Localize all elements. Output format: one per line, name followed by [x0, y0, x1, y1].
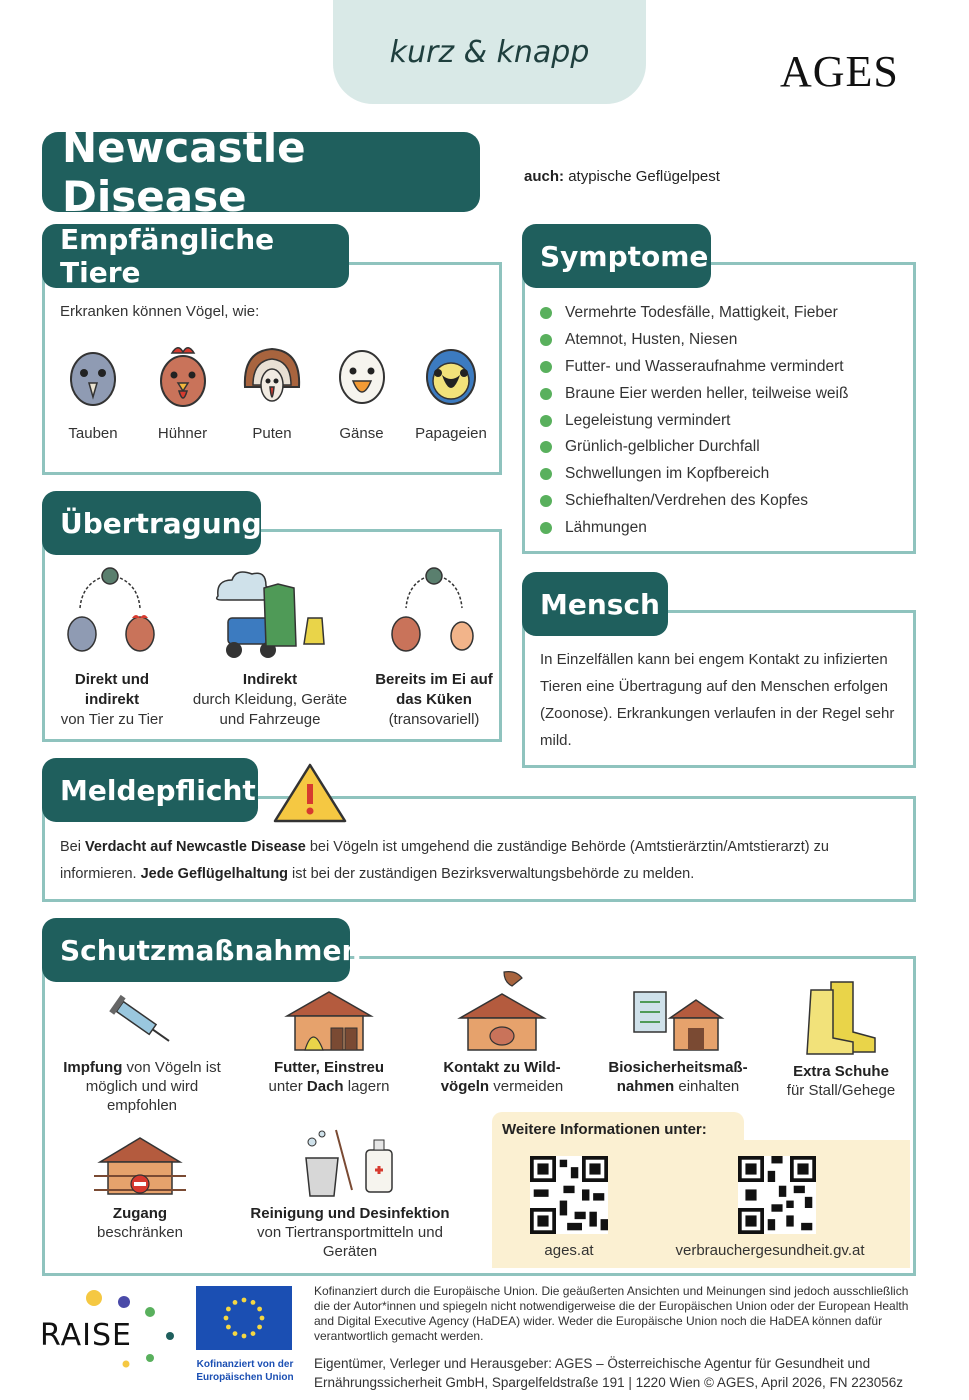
- transmission-heading: Übertragung: [60, 506, 262, 540]
- animal-item-pigeon: [52, 343, 134, 442]
- susceptible-heading-tab: [42, 224, 349, 288]
- protection-heading: Schutzmaßnahmen: [60, 933, 362, 967]
- restricted-barn-icon: [92, 1132, 188, 1198]
- transmission-direct-text: von Tier zu Tier: [60, 711, 164, 728]
- bullet-icon: [540, 388, 552, 400]
- bullet-icon: [540, 361, 552, 373]
- reporting-heading: Meldepflicht: [60, 773, 256, 807]
- reporting-text-bold: Verdacht auf Newcastle Disease: [85, 839, 306, 855]
- syringe-icon: [107, 992, 177, 1052]
- symptoms-list: [540, 300, 848, 541]
- symptom-text: Atemnot, Husten, Niesen: [565, 331, 738, 349]
- goose-icon: [331, 343, 393, 411]
- symptom-text: Vermehrte Todesfälle, Mattigkeit, Fieber: [565, 304, 838, 322]
- measure-feed-storage: [254, 988, 404, 1096]
- susceptible-intro: Erkranken können Vögel, wie:: [60, 303, 260, 320]
- alias-text: [524, 168, 720, 185]
- list-item: [540, 407, 848, 434]
- transmission-direct-title: Direkt und indirekt: [74, 671, 150, 708]
- measure-title: Futter, Einstreu: [273, 1059, 385, 1076]
- transmission-egg-title: Bereits im Ei auf das Küken: [375, 671, 493, 708]
- ages-logo: AGES: [780, 47, 899, 96]
- symptom-text: Schwellungen im Kopfbereich: [565, 465, 770, 483]
- measure-title-secondary: Dach: [306, 1078, 344, 1095]
- animal-item-chicken: [142, 343, 224, 442]
- barn-feed-icon: [283, 988, 375, 1052]
- measure-title: Extra Schuhe: [793, 1063, 889, 1080]
- symptom-text: Lähmungen: [565, 518, 647, 536]
- link-ages[interactable]: ages.at: [544, 1242, 594, 1259]
- chicken-icon: [152, 343, 214, 411]
- list-item: [540, 300, 848, 327]
- animal-item-goose: [321, 343, 403, 442]
- symptoms-heading-tab: [522, 224, 711, 288]
- list-item: [540, 327, 848, 354]
- measure-extra-shoes: [776, 976, 906, 1100]
- publisher-info: Eigentümer, Verleger und Herausgeber: AGES – Österreichische Agentur für Gesundheit und Ernährungssicherheit GmbH, Spargelfeldstraße 191 | 1220 Wien © AGES, April 2026, FN 223056z: [314, 1356, 904, 1390]
- parrot-icon: [420, 343, 482, 411]
- transmission-indirect-text: durch Kleidung, Geräte und Fahrzeuge: [192, 691, 348, 728]
- animal-label: Gänse: [339, 425, 384, 442]
- pigeon-icon: [62, 343, 124, 411]
- bullet-icon: [540, 522, 552, 534]
- transmission-indirect-title: Indirekt: [242, 671, 298, 688]
- symptom-text: Futter- und Wasseraufnahme vermindert: [565, 357, 844, 375]
- checklist-barn-icon: [630, 986, 726, 1052]
- raise-logo: RAISE: [40, 1318, 132, 1353]
- link-verbrauchergesundheit[interactable]: verbrauchergesundheit.gv.at: [675, 1242, 865, 1259]
- measure-cleaning: [234, 1126, 466, 1261]
- animal-label: Puten: [252, 425, 292, 442]
- animal-label: Hühner: [157, 425, 208, 442]
- human-heading: Mensch: [540, 587, 660, 621]
- wild-bird-barn-icon: [456, 968, 548, 1052]
- list-item: [540, 434, 848, 461]
- eu-caption: Kofinanziert von der Europäischen Union: [196, 1359, 294, 1383]
- symptom-text: Braune Eier werden heller, teilweise weiß: [565, 384, 849, 402]
- transmission-direct: [52, 670, 172, 730]
- list-item: [540, 461, 848, 488]
- symptoms-heading: Symptome: [540, 239, 709, 273]
- transmission-heading-tab: [42, 491, 261, 555]
- turkey-icon: [241, 343, 303, 411]
- measure-text: unter: [268, 1078, 307, 1095]
- qr-code-ages-icon[interactable]: [530, 1156, 608, 1234]
- alias-label: auch:: [524, 168, 565, 185]
- reporting-text-part: Bei: [60, 839, 85, 855]
- measure-title: Biosicherheitsmaß-nahmen: [608, 1059, 748, 1095]
- page-title-box: [42, 123, 480, 221]
- protection-heading-tab: [42, 918, 362, 982]
- animal-list: [52, 343, 492, 442]
- symptom-text: Schiefhalten/Verdrehen des Kopfes: [565, 491, 809, 509]
- reporting-heading-tab: [42, 758, 258, 822]
- measure-title: Reinigung und Desinfektion: [250, 1205, 450, 1222]
- eu-flag-icon: [196, 1286, 292, 1350]
- reporting-text: [60, 834, 900, 888]
- transmission-indirect: [182, 670, 358, 730]
- list-item: [540, 354, 848, 381]
- eu-disclaimer: Kofinanziert durch die Europäische Union. Die geäußerten Ansichten und Meinungen sind jedoch ausschließlich die der Autor*innen und spiegeln nicht notwendigerweise die der Europäischen Union oder der European Health and Digital Executive Agency (HaDEA) wider. Weder die Europäische Union noch die HaDEA können dafür verantwortlich gemacht werden.: [314, 1284, 909, 1343]
- warning-icon: [272, 762, 348, 824]
- list-item: [540, 380, 848, 407]
- header-tagline: kurz & knapp: [389, 34, 590, 70]
- animal-label: Papageien: [415, 425, 487, 442]
- measure-wild-birds: [424, 968, 580, 1096]
- bullet-icon: [540, 415, 552, 427]
- more-info-heading: Weitere Informationen unter:: [502, 1120, 707, 1138]
- transmission-egg: [370, 670, 498, 730]
- measure-text: einhalten: [674, 1078, 740, 1095]
- measure-text: beschränken: [97, 1224, 183, 1241]
- direct-transmission-icon: [64, 562, 160, 660]
- measure-title: Kontakt zu Wild-vögeln: [440, 1059, 561, 1095]
- symptom-text: Grünlich-gelblicher Durchfall: [565, 438, 760, 456]
- transmission-egg-text: (transovariell): [388, 711, 480, 728]
- bullet-icon: [540, 441, 552, 453]
- reporting-text-bold: Jede Geflügelhaltung: [140, 866, 289, 882]
- measure-biosecurity: [596, 986, 760, 1096]
- list-item: [540, 514, 848, 541]
- measure-text: lagern: [343, 1078, 390, 1095]
- animal-label: Tauben: [68, 425, 118, 442]
- measure-vaccination: [58, 992, 226, 1115]
- measure-text: für Stall/Gehege: [786, 1082, 896, 1099]
- egg-transmission-icon: [390, 562, 480, 660]
- bullet-icon: [540, 334, 552, 346]
- reporting-text-part: ist bei der zuständigen Bezirksverwaltungsbehörde zu melden.: [288, 866, 695, 882]
- reporting-text-part: bei Vögeln ist umgehend die zuständige Behörde (Amtstierärztin/Amtstierarzt) zu informieren.: [60, 839, 829, 882]
- measure-title: Impfung: [63, 1059, 123, 1076]
- measure-restrict-access: [74, 1132, 206, 1242]
- indirect-transmission-icon: [212, 566, 328, 660]
- animal-item-turkey: [231, 343, 313, 442]
- human-heading-tab: [522, 572, 668, 636]
- bullet-icon: [540, 495, 552, 507]
- header-tagline-banner: [333, 0, 646, 104]
- alias-value: atypische Geflügelpest: [568, 168, 720, 185]
- symptom-text: Legeleistung vermindert: [565, 411, 731, 429]
- measure-text: von Vögeln ist möglich und wird empfohlen: [85, 1059, 221, 1114]
- human-text: In Einzelfällen kann bei engem Kontakt zu infizierten Tieren eine Übertragung auf den Menschen erfolgen (Zoonose). Erkrankungen verlaufen in der Regel sehr mild.: [540, 651, 895, 749]
- cleaning-icon: [300, 1126, 400, 1198]
- page-title: Newcastle Disease: [62, 123, 306, 221]
- susceptible-heading: Empfängliche Tiere: [60, 223, 275, 289]
- boots-icon: [801, 976, 881, 1056]
- measure-title: Zugang: [112, 1205, 168, 1222]
- measure-text: von Tiertransportmitteln und Geräten: [257, 1224, 443, 1260]
- qr-code-verbrauchergesundheit-icon[interactable]: [738, 1156, 816, 1234]
- bullet-icon: [540, 307, 552, 319]
- measure-text: vermeiden: [489, 1078, 564, 1095]
- animal-item-parrot: [410, 343, 492, 442]
- list-item: [540, 488, 848, 515]
- bullet-icon: [540, 468, 552, 480]
